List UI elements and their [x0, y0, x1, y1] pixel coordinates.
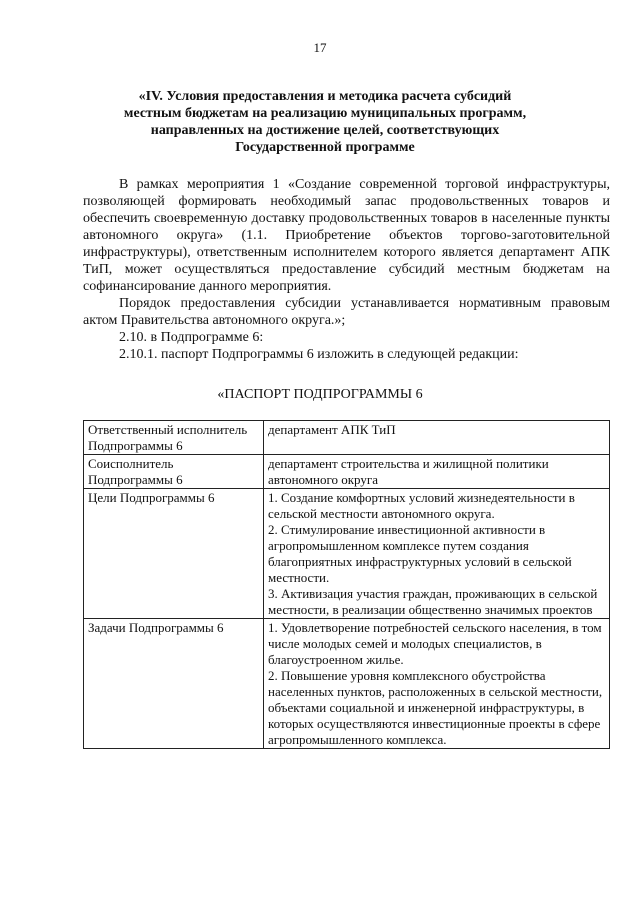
value-line: 2. Повышение уровня комплексного обустройства населенных пунктов, расположенных в сельской местности, объектами социальной и инженерной инфраструктуры, в которых осуществляются инвестиционные проекты в сфере агропромышленного комплекса.	[268, 668, 603, 747]
heading-line: «IV. Условия предоставления и методика расчета субсидий	[138, 89, 512, 104]
row-label: Цели Подпрограммы 6	[84, 489, 264, 619]
paragraph: 2.10. в Подпрограмме 6:	[119, 330, 264, 345]
value-line: 1. Удовлетворение потребностей сельского населения, в том числе молодых семей и молодых специалистов, в благоустроенном жилье.	[268, 620, 602, 667]
value-line: 1. Создание комфортных условий жизнедеятельности в сельской местности автономного округа.	[268, 490, 575, 521]
row-label: Ответственный исполнитель Подпрограммы 6	[84, 421, 264, 455]
row-label: Соисполнитель Подпрограммы 6	[84, 455, 264, 489]
value-line: 2. Стимулирование инвестиционной активности в агропромышленном комплексе путем создания благоприятных инфраструктурных условий в сельской местности.	[268, 522, 572, 585]
passport-table	[83, 420, 610, 749]
table-row	[84, 489, 610, 619]
value-line: департамент АПК ТиП	[268, 422, 396, 437]
row-value	[264, 619, 610, 749]
paragraph: Порядок предоставления субсидии устанавливается нормативным правовым актом Правительства автономного округа.»;	[83, 296, 610, 328]
paragraph: 2.10.1. паспорт Подпрограммы 6 изложить в следующей редакции:	[119, 347, 519, 362]
page-number: 17	[313, 40, 327, 55]
passport-title: «ПАСПОРТ ПОДПРОГРАММЫ 6	[217, 387, 423, 402]
table-row	[84, 421, 610, 455]
row-value	[264, 455, 610, 489]
paragraph: В рамках мероприятия 1 «Создание современной торговой инфраструктуры, позволяющей формировать необходимый запас продовольственных товаров и обеспечить своевременную доставку продовольственных товаров в населенные пункты автономного округа» (1.1. Приобретение объектов торгово-заготовительной инфраструктуры), ответственным исполнителем которого является департамент АПК ТиП, может осуществляться предоставление субсидий местным бюджетам на софинансирование данного мероприятия.	[83, 177, 610, 294]
section-heading	[90, 88, 560, 156]
heading-line: Государственной программе	[235, 140, 415, 155]
heading-line: направленных на достижение целей, соответствующих	[150, 123, 500, 138]
body-text	[83, 176, 610, 363]
value-line: 3. Активизация участия граждан, проживающих в сельской местности, в реализации общественно значимых проектов	[268, 586, 598, 617]
table-row	[84, 619, 610, 749]
table-row	[84, 455, 610, 489]
row-value	[264, 489, 610, 619]
row-label: Задачи Подпрограммы 6	[84, 619, 264, 749]
heading-line: местным бюджетам на реализацию муниципальных программ,	[123, 106, 527, 121]
value-line: департамент строительства и жилищной политики автономного округа	[268, 456, 549, 487]
row-value	[264, 421, 610, 455]
